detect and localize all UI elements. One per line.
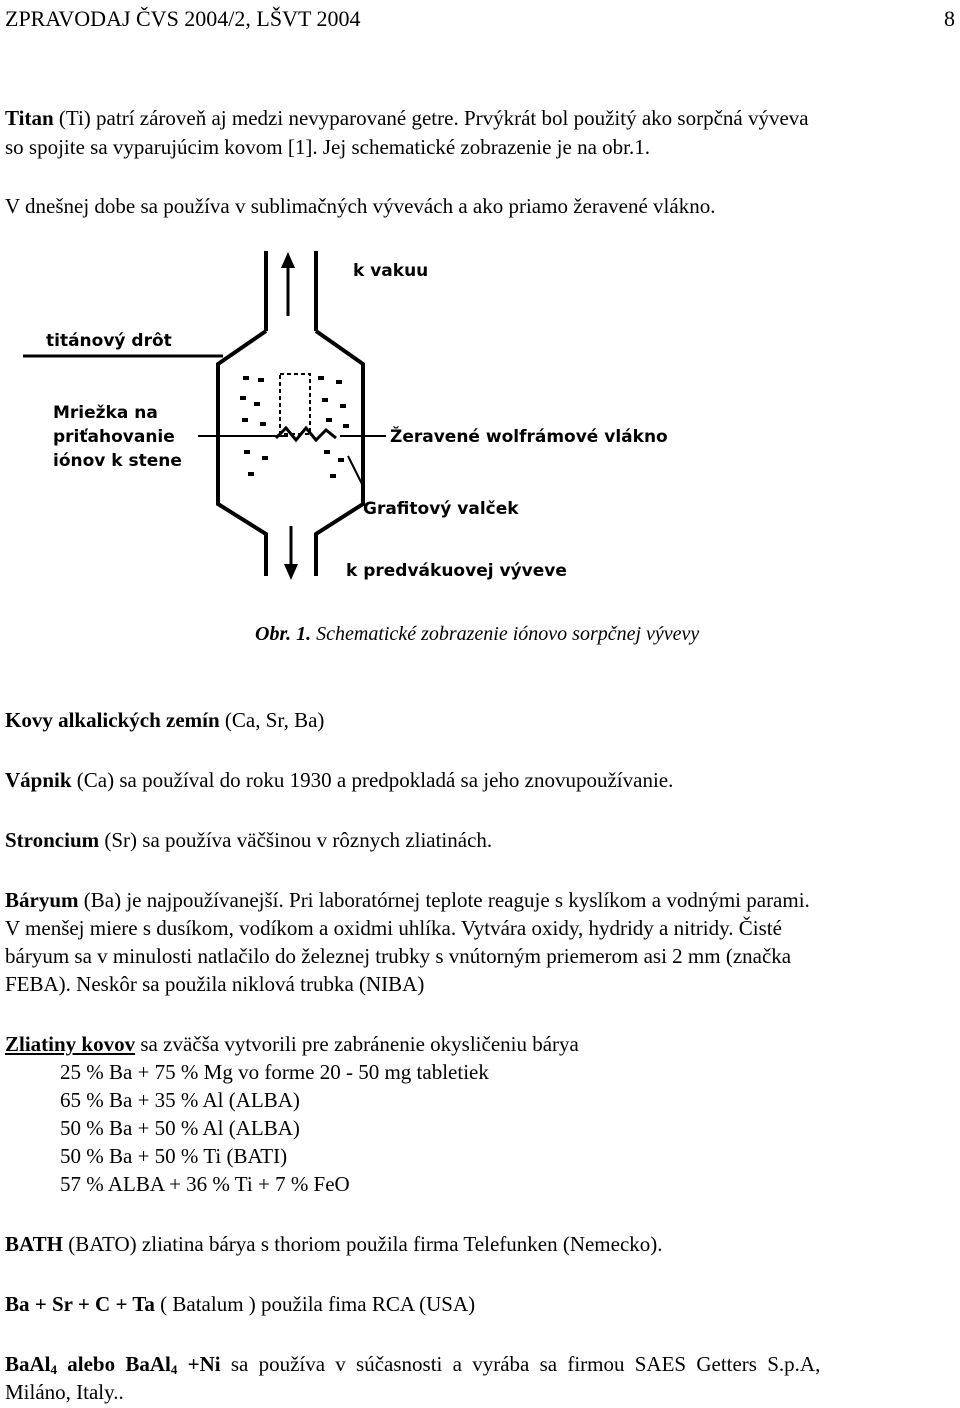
alloy-item: 57 % ALBA + 36 % Ti + 7 % FeO	[60, 1172, 350, 1196]
arrow-up-icon	[281, 252, 295, 316]
baal-line-2: Miláno, Italy..	[5, 1380, 124, 1404]
caption-prefix: Obr. 1.	[255, 623, 312, 645]
alloy-item: 65 % Ba + 35 % Al (ALBA)	[60, 1088, 300, 1112]
strontium-paragraph: Stroncium (Sr) sa používa väčšinou v rôznych zliatinách.	[5, 828, 493, 852]
barium-line-1: Báryum (Ba) je najpoužívanejší. Pri laboratórnej teplote reaguje s kyslíkom a vodnými parami.	[5, 888, 810, 912]
label-vacuum: k vakuu	[353, 261, 429, 281]
barium-line-3: báryum sa v minulosti natlačilo do železnej trubky s vnútorným priemerom asi 2 mm (značka	[5, 944, 792, 968]
alkaline-heading: Kovy alkalických zemín (Ca, Sr, Ba)	[5, 708, 325, 732]
intro-line-2: so spojite sa vyparujúcim kovom [1]. Jej schematické zobrazenie je na obr.1.	[5, 135, 650, 159]
label-wire: titánový drôt	[46, 331, 172, 351]
bath-paragraph: BATH (BATO) zliatina bárya s thoriom použila firma Telefunken (Nemecko).	[5, 1232, 663, 1256]
intro-line-1: Titan (Ti) patrí zároveň aj medzi nevyparované getre. Prvýkrát bol použitý ako sorpčná výveva	[5, 106, 809, 130]
baal-line-1: BaAl$_4$ alebo BaAl$_4$ +Ni sa používa v súčasnosti a vyrába sa firmou SAES Getters S.p.A,	[5, 1352, 821, 1377]
label-cylinder: Grafitový valček	[363, 499, 519, 519]
barium-line-4: FEBA). Neskôr sa použila niklová trubka (NIBA)	[5, 972, 425, 996]
titan-term: Titan	[5, 106, 54, 130]
arrow-down-icon	[284, 526, 298, 580]
label-prevacuum: k predvákuovej výveve	[346, 561, 567, 581]
journal-title: ZPRAVODAJ ČVS 2004/2, LŠVT 2004	[5, 6, 361, 31]
alloy-item: 50 % Ba + 50 % Al (ALBA)	[60, 1116, 300, 1140]
batalum-paragraph: Ba + Sr + C + Ta ( Batalum ) použila fima RCA (USA)	[5, 1292, 476, 1316]
leader-lines	[198, 436, 386, 486]
ion-sorption-pump-diagram	[18, 246, 730, 586]
calcium-paragraph: Vápnik (Ca) sa používal do roku 1930 a predpokladá sa jeho znovupoužívanie.	[5, 768, 674, 792]
grid-dots	[240, 376, 349, 478]
running-header	[5, 4, 955, 33]
alloy-item: 25 % Ba + 75 % Mg vo forme 20 - 50 mg tabletiek	[60, 1060, 489, 1084]
label-grid-1: Mriežka na	[53, 403, 158, 423]
intro-line-3: V dnešnej dobe sa používa v sublimačných vývevách a ako priamo žeravené vlákno.	[5, 194, 716, 218]
alloys-heading: Zliatiny kovov sa zväčša vytvorili pre zabránenie okysličeniu bárya	[5, 1032, 579, 1056]
page-number: 8	[944, 6, 955, 31]
label-grid-2: priťahovanie	[53, 427, 175, 447]
barium-line-2: V menšej miere s dusíkom, vodíkom a oxidmi uhlíka. Vytvára oxidy, hydridy a nitridy. Čisté	[5, 916, 782, 940]
alloy-item: 50 % Ba + 50 % Ti (BATI)	[60, 1144, 288, 1168]
label-filament: Žeravené wolfrámové vlákno	[390, 427, 668, 447]
label-grid-3: iónov k stene	[53, 451, 182, 471]
figure-caption: Obr. 1. Schematické zobrazenie iónovo sorpčnej vývevy	[255, 623, 700, 645]
graphite-cylinder	[280, 374, 310, 434]
